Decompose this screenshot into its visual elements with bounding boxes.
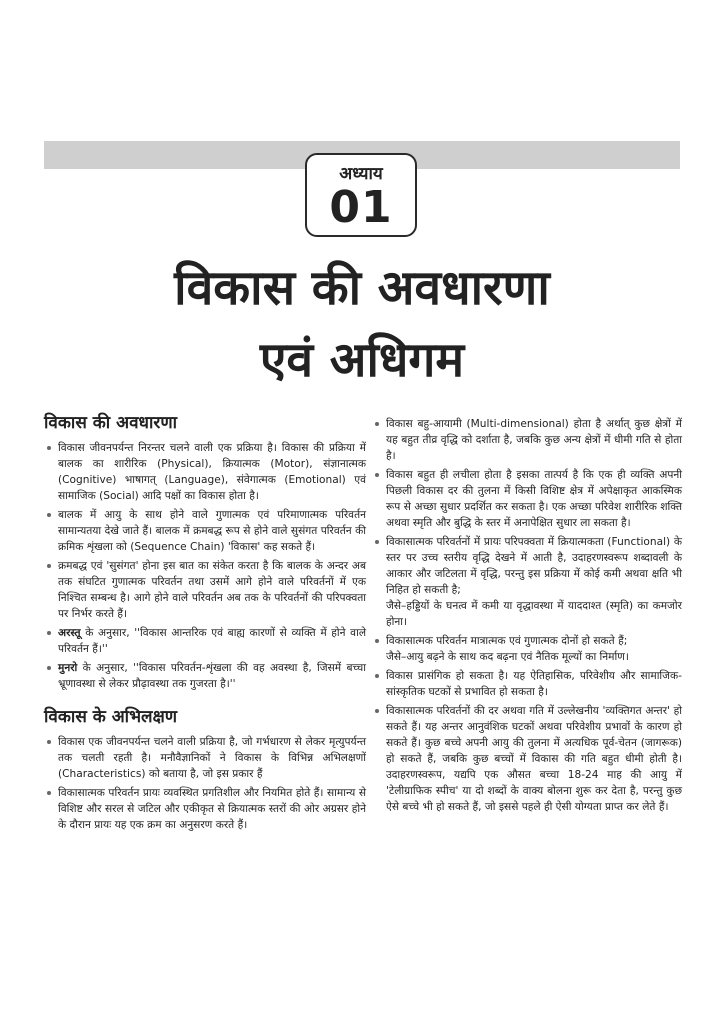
right-column (372, 416, 682, 818)
list-item (372, 467, 682, 531)
page-title-line2: एवं अधिगम (259, 332, 465, 388)
section-heading: विकास के अभिलक्षण (44, 707, 178, 727)
list-item (44, 785, 366, 833)
list-item (44, 507, 366, 555)
item-text-example: जैसे–हड्डियों के घनत्व में कमी या वृद्धावस्था में याददाश्त (स्मृति) का कमजोर होना। (386, 600, 682, 628)
item-text: विकासात्मक परिवर्तनों की दर अथवा गति में उल्लेखनीय 'व्यक्तिगत अन्तर' हो सकते हैं। यह अन्तर आनुवंशिक घटकों अथवा परिवेशीय प्रभावों के कारण हो सकते हैं। कुछ बच्चे अपनी आयु की तुलना में अत्यधिक पूर्व-चेतन (जागरूक) हो सकते हैं, जबकि कुछ बच्चों में विकास की गति बहुत धीमी होती है। उदाहरणस्वरूप, यद्यपि एक औसत बच्चा 18-24 माह की आयु में 'टेलीग्राफिक स्पीच' या दो शब्दों के वाक्य बोलना शुरू कर देता है, परन्तु कुछ ऐसे बच्चे भी हो सकते हैं, जो इससे पहले ही ऐसी योग्यता प्राप्त कर लेते हैं। (386, 705, 682, 813)
item-text: विकास एक जीवनपर्यन्त चलने वाली प्रक्रिया है, जो गर्भधारण से लेकर मृत्युपर्यन्त तक चलती रहती है। मनौवैज्ञानिकों ने विकास के विभिन्न अभिलक्षणों (Characteristics) को बताया है, जो इस प्रकार हैं (58, 736, 366, 780)
item-text: विकासात्मक परिवर्तन मात्रात्मक एवं गुणात्मक दोनों हो सकते हैं; (386, 635, 628, 647)
bullet-list (44, 440, 366, 692)
list-item (372, 534, 682, 630)
item-text: क्रमबद्ध एवं 'सुसंगत' होना इस बात का संकेत करता है कि बालक के अन्दर अब तक संघटित गुणात्मक परिवर्तन तथा उसमें आगे होने वाले परिवर्तनों में एक निश्चित सम्बन्ध है। आगे होने वाले परिवर्तन अब तक के परिवर्तनों की परिपक्वता पर निर्भर करते हैं। (58, 560, 366, 620)
list-item (44, 660, 366, 692)
section-heading: विकास की अवधारणा (44, 413, 178, 433)
list-item (44, 440, 366, 504)
list-item (372, 416, 682, 464)
list-item (44, 558, 366, 622)
item-text: विकास जीवनपर्यन्त निरन्तर चलने वाली एक प्रक्रिया है। विकास की प्रक्रिया में बालक का शारीरिक (Physical), क्रियात्मक (Motor), संज्ञानात्मक (Cognitive) भाषागत् (Language), संवेगात्मक (Emotional) एवं सामाजिक (Social) आदि पक्षों का विकास होता है। (58, 442, 366, 502)
bullet-list (372, 416, 682, 815)
item-text: विकास बहु-आयामी (Multi-dimensional) होता है अर्थात् कुछ क्षेत्रों में यह बहुत तीव्र वृद्धि को दर्शाता है, जबकि कुछ अन्य क्षेत्रों में धीमी गति से होता है। (386, 418, 682, 462)
item-text: बालक में आयु के साथ होने वाले गुणात्मक एवं परिमाणात्मक परिवर्तन सामान्यतया देखे जाते हैं। बालक में क्रमबद्ध रूप से होने वाले सुसंगत परिवर्तन की क्रमिक शृंखला को (Sequence Chain) 'विकास' कह सकते हैं। (58, 509, 366, 553)
item-text: के अनुसार, ''विकास आन्तरिक एवं बाह्य कारणों से व्यक्ति में होने वाले परिवर्तन हैं।'' (58, 627, 366, 655)
item-text-example: जैसे–आयु बढ़ने के साथ कद बढ़ना एवं नैतिक मूल्यों का निर्माण। (386, 651, 629, 663)
item-lead: अरस्तू (58, 627, 81, 639)
chapter-badge (305, 153, 417, 237)
item-text: विकास प्रासंगिक हो सकता है। यह ऐतिहासिक, परिवेशीय और सामाजिक-सांस्कृतिक घटकों से प्रभावित हो सकता है। (386, 670, 682, 698)
item-lead: मुनरो (58, 662, 78, 674)
list-item (372, 633, 682, 665)
list-item (372, 668, 682, 700)
bullet-list (44, 734, 366, 833)
item-text: विकास बहुत ही लचीला होता है इसका तात्पर्य है कि एक ही व्यक्ति अपनी पिछली विकास दर की तुलना में किसी विशिष्ट क्षेत्र में अपेक्षाकृत आकस्मिक रूप से अच्छा सुधार प्रदर्शित कर सकता है। एक अच्छा परिवेश शारीरिक शक्ति अथवा स्मृति और बुद्धि के स्तर में अनापेक्षित सुधार ला सकता है। (386, 469, 682, 529)
chapter-number: 01 (329, 182, 393, 233)
item-text: के अनुसार, ''विकास परिवर्तन-शृंखला की वह अवस्था है, जिसमें बच्चा भ्रूणावस्था से लेकर प्रौढ़ावस्था तक गुजरता है।'' (58, 662, 366, 690)
chapter-label: अध्याय (339, 164, 383, 184)
page-title-line1: विकास की अवधारणा (174, 260, 550, 316)
item-text: विकासात्मक परिवर्तन प्रायः व्यवस्थित प्रगतिशील और नियमित होते हैं। सामान्य से विशिष्ट और सरल से जटिल और एकीकृत से क्रियात्मक स्तरों की ओर अग्रसर होने के दौरान प्रायः यह एक क्रम का अनुसरण करते हैं। (58, 787, 366, 831)
list-item (44, 734, 366, 782)
left-column (44, 412, 366, 836)
list-item (372, 703, 682, 815)
list-item (44, 625, 366, 657)
item-text: विकासात्मक परिवर्तनों में प्रायः परिपक्वता में क्रियात्मकता (Functional) के स्तर पर उच्च स्तरीय वृद्धि देखने में आती है, उदाहरणस्वरूप शब्दावली के आकार और जटिलता में वृद्धि, परन्तु इस प्रक्रिया में कोई कमी अथवा क्षति भी निहित हो सकती है; (386, 536, 682, 596)
